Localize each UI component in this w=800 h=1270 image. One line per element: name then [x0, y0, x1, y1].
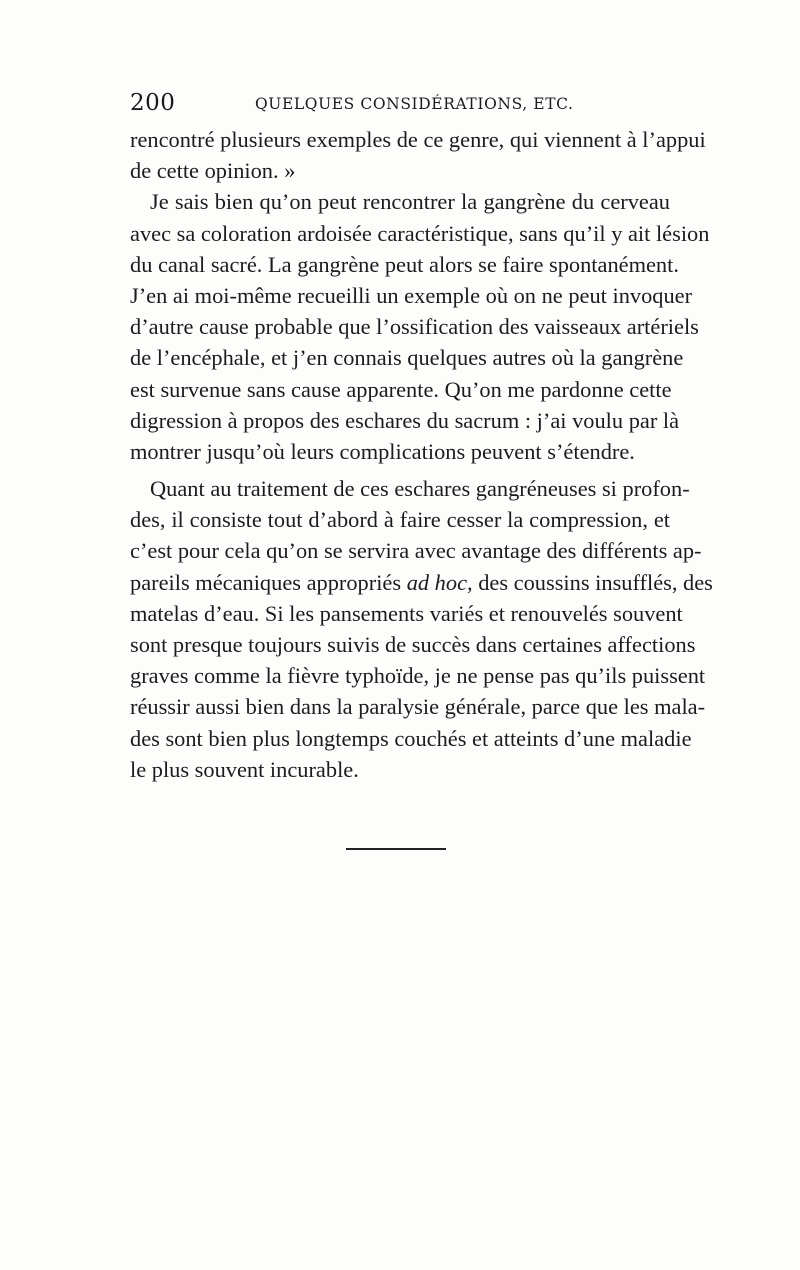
text-line: sont presque toujours suivis de succès dans certaines affections	[130, 632, 696, 657]
paragraph-3	[130, 473, 713, 785]
text-segment: des coussins insufflés, des	[478, 569, 713, 595]
text-line: est survenue sans cause apparente. Qu’on me pardonne cette	[130, 376, 672, 402]
text-line: du canal sacré. La gangrène peut alors se faire spontanément.	[130, 251, 679, 277]
latin-phrase: ad hoc,	[406, 569, 473, 595]
section-end-rule	[346, 848, 446, 850]
text-line: des, il consiste tout d’abord à faire cesser la compression, et	[130, 507, 670, 533]
text-line: graves comme la fièvre typhoïde, je ne pense pas qu’ils puissent	[130, 663, 706, 689]
text-line: de l’encéphale, et j’en connais quelques autres où la gangrène	[130, 345, 684, 371]
text-line: rencontré plusieurs exemples de ce genre, qui viennent à l’appui	[130, 127, 706, 152]
text-line: digression à propos des eschares du sacrum : j’ai voulu par là	[130, 407, 680, 433]
text-line: J’en ai moi-même recueilli un exemple où on ne peut invoquer	[130, 282, 693, 308]
text-line: c’est pour cela qu’on se servira avec avantage des différents ap-	[130, 538, 702, 564]
text-line-mixed	[130, 567, 713, 598]
text-line: de cette opinion. »	[130, 158, 296, 184]
paragraph-2	[130, 186, 710, 467]
page-number: 200	[130, 90, 176, 116]
text-line: réussir aussi bien dans la paralysie générale, parce que les mala-	[130, 694, 706, 720]
text-line: avec sa coloration ardoisée caractéristique, sans qu’il y ait lésion	[130, 220, 710, 246]
running-head	[130, 88, 670, 118]
text-line: le plus souvent incurable.	[130, 756, 359, 782]
body-text	[130, 124, 713, 785]
text-line: des sont bien plus longtemps couchés et atteints d’une maladie	[130, 725, 692, 751]
text-line: matelas d’eau. Si les pansements variés et renouvelés souvent	[130, 600, 683, 626]
paragraph-1	[130, 124, 706, 186]
text-line: montrer jusqu’où leurs complications peuvent s’étendre.	[130, 438, 635, 464]
running-title: QUELQUES CONSIDÉRATIONS, ETC.	[255, 95, 574, 113]
text-segment: pareils mécaniques appropriés	[130, 569, 402, 595]
text-line: Quant au traitement de ces eschares gangréneuses si profon-	[150, 476, 690, 502]
text-line: Je sais bien qu’on peut rencontrer la gangrène du cerveau	[150, 189, 670, 215]
text-line: d’autre cause probable que l’ossification des vaisseaux artériels	[130, 314, 699, 340]
